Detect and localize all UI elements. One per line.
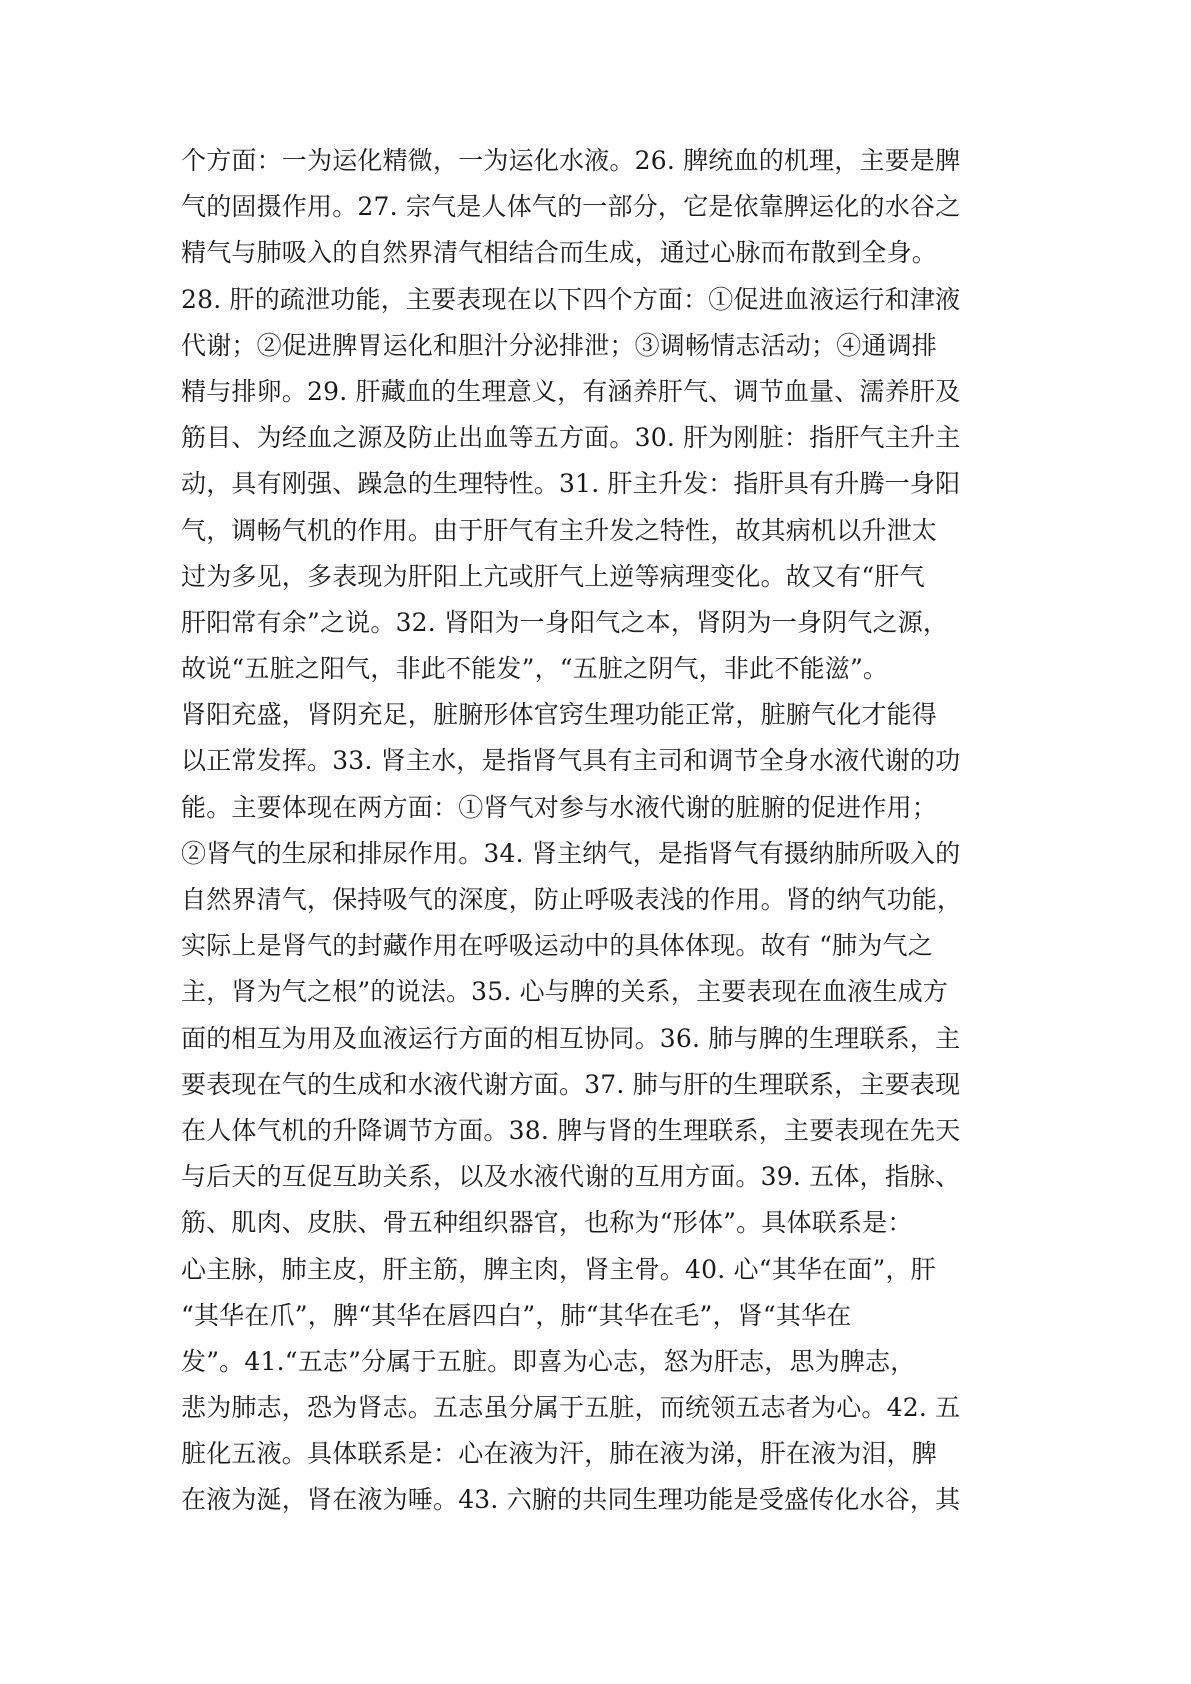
text-line: 脏化五液。具体联系是：心在液为汗，肺在液为涕，肝在液为泪，脾 [181,1439,938,1469]
text-line: 实际上是肾气的封藏作用在呼吸运动中的具体体现。故有 “肺为气之 [181,931,933,961]
text-line: 在人体气机的升降调节方面。38. 脾与肾的生理联系，主要表现在先天 [181,1115,961,1145]
text-line: 筋目、为经血之源及防止出血等五方面。30. 肝为刚脏：指肝气主升主 [181,423,961,453]
text-line: 精与排卵。29. 肝藏血的生理意义，有涵养肝气、调节血量、濡养肝及 [181,376,961,406]
text-line: 面的相互为用及血液运行方面的相互协同。36. 肺与脾的生理联系，主 [181,1023,961,1053]
text-line: 主，肾为气之根”的说法。35. 心与脾的关系，主要表现在血液生成方 [181,977,949,1007]
text-line: 心主脉，肺主皮，肝主筋，脾主肉，肾主骨。40. 心“其华在面”，肝 [181,1254,936,1284]
text-line: 要表现在气的生成和水液代谢方面。37. 肺与肝的生理联系，主要表现 [181,1069,961,1099]
text-line: 28. 肝的疏泄功能，主要表现在以下四个方面：①促进血液运行和津液 [181,284,961,314]
body-text [181,138,1021,1524]
text-line: 与后天的互促互助关系，以及水液代谢的互用方面。39. 五体，指脉、 [181,1162,961,1192]
text-line: 个方面：一为运化精微，一为运化水液。26. 脾统血的机理，主要是脾 [181,146,961,175]
text-line: 悲为肺志，恐为肾志。五志虽分属于五脏，而统领五志者为心。42. 五 [181,1393,961,1423]
text-line: 精气与肺吸入的自然界清气相结合而生成，通过心脉而布散到全身。 [181,238,938,268]
text-line: “其华在爪”，脾“其华在唇四白”，肺“其华在毛”，肾“其华在 [181,1300,852,1330]
text-line: 故说“五脏之阳气，非此不能发”，“五脏之阴气，非此不能滋”。 [181,654,889,684]
text-line: 以正常发挥。33. 肾主水，是指肾气具有主司和调节全身水液代谢的功 [181,746,961,776]
text-line: 肝阳常有余”之说。32. 肾阳为一身阳气之本，肾阴为一身阴气之源， [181,607,949,637]
text-line: 气，调畅气机的作用。由于肝气有主升发之特性，故其病机以升泄太 [181,515,938,545]
text-line: 肾阳充盛，肾阴充足，脏腑形体官窍生理功能正常，脏腑气化才能得 [181,700,938,730]
text-line: 动，具有刚强、躁急的生理特性。31. 肝主升发：指肝具有升腾一身阳 [181,469,961,499]
text-line: 气的固摄作用。27. 宗气是人体气的一部分，它是依靠脾运化的水谷之 [181,192,961,222]
text-line: 过为多见，多表现为肝阳上亢或肝气上逆等病理变化。故又有“肝气 [181,561,925,591]
text-line: ②肾气的生尿和排尿作用。34. 肾主纳气，是指肾气有摄纳肺所吸入的 [181,838,961,868]
text-line: 能。主要体现在两方面：①肾气对参与水液代谢的脏腑的促进作用； [181,792,938,822]
text-line: 筋、肌肉、皮肤、骨五种组织器官，也称为“形体”。具体联系是： [181,1208,913,1238]
text-line: 在液为涎，肾在液为唾。43. 六腑的共同生理功能是受盛传化水谷，其 [181,1485,961,1515]
text-line: 代谢；②促进脾胃运化和胆汁分泌排泄；③调畅情志活动；④通调排 [181,330,938,360]
text-line: 自然界清气，保持吸气的深度，防止呼吸表浅的作用。肾的纳气功能， [181,885,963,914]
text-line: 发”。41.“五志”分属于五脏。即喜为心志，怒为肝志，思为脾志， [181,1346,916,1376]
